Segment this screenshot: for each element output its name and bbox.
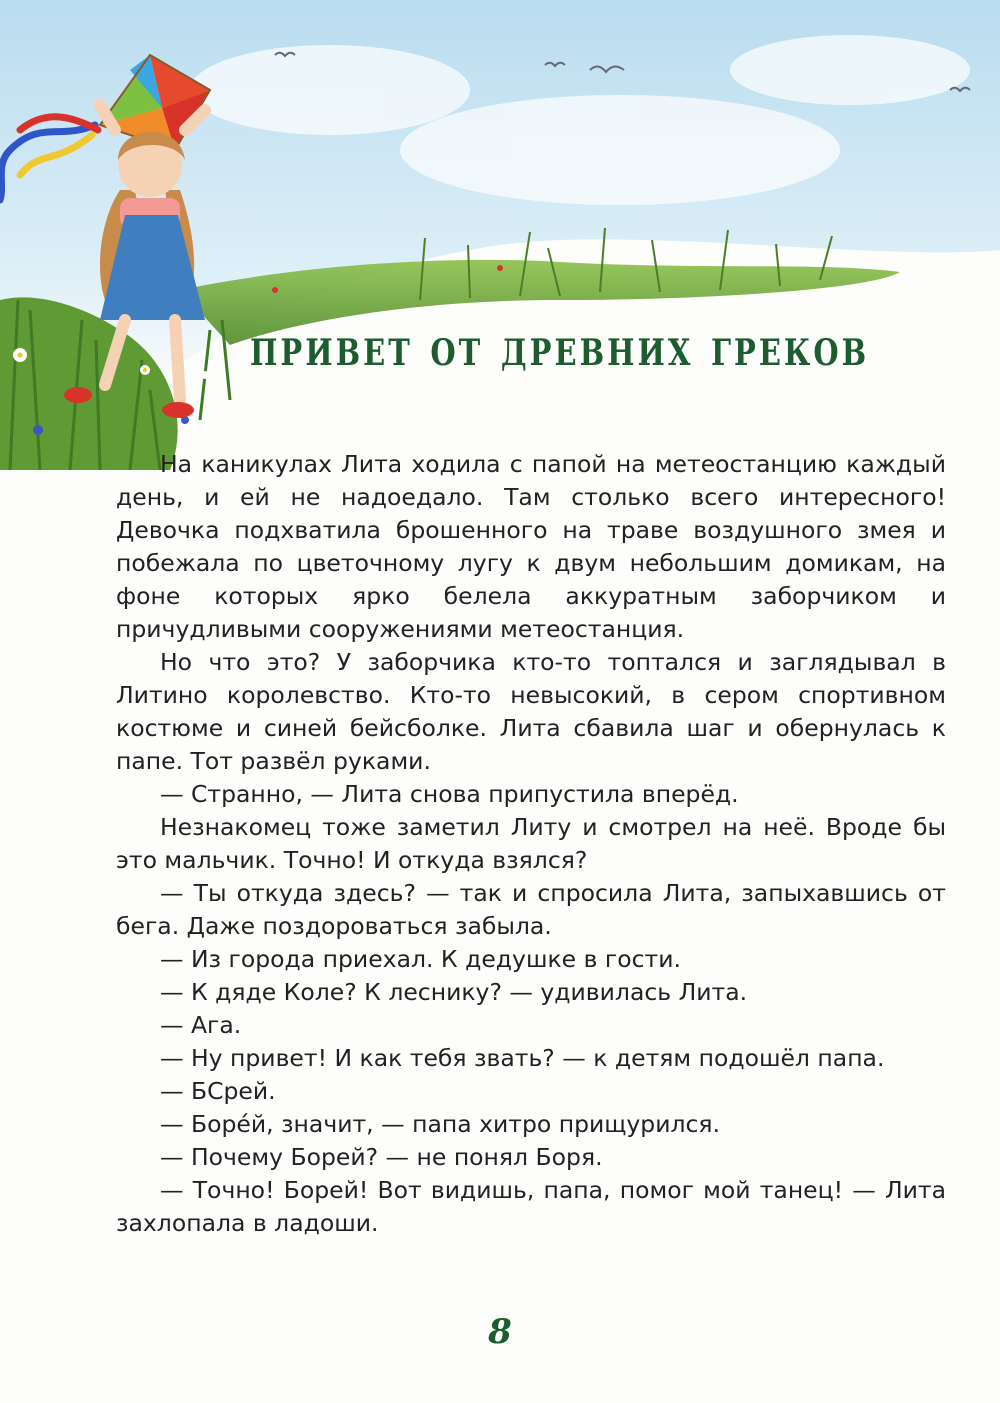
paragraph: — Боре́й, значит, — папа хитро прищурился.	[160, 1110, 721, 1138]
paragraph: — Странно, — Лита снова припустила вперёд.	[160, 780, 739, 808]
paragraph: — Ну привет! И как тебя звать? — к детям подошёл папа.	[160, 1044, 885, 1072]
paragraph: — К дяде Коле? К леснику? — удивилась Лита.	[160, 978, 748, 1006]
paragraph: — Ты откуда здесь? — так и спросила Лита, запыхавшись от бега. Даже поздороваться забыла.	[116, 879, 946, 940]
paragraph: Незнакомец тоже заметил Литу и смотрел на неё. Вроде бы это мальчик. Точно! И откуда взялся?	[116, 813, 946, 874]
chapter-title: привет от древних греков	[250, 316, 870, 378]
paragraph: — Ага.	[160, 1011, 242, 1039]
paragraph: На каникулах Лита ходила с папой на метеостанцию каждый день, и ей не надоедало. Там столько всего интересного! Девочка подхватила брошенного на траве воздушного змея и побежала по цветочному лугу к двум небольшим домикам, на фоне которых ярко белела аккуратным заборчиком и причудливыми сооружениями метеостанция.	[116, 450, 946, 643]
paragraph: — Почему Борей? — не понял Боря.	[160, 1143, 603, 1171]
paragraph: — БСрей.	[160, 1077, 276, 1105]
kite-girl-meadow-illustration	[0, 0, 1000, 470]
paragraph: — Из города приехал. К дедушке в гости.	[160, 945, 681, 973]
page-number: 8	[488, 1312, 512, 1352]
paragraph: — Точно! Борей! Вот видишь, папа, помог мой танец! — Лита захлопала в ладоши.	[116, 1176, 946, 1237]
story-text	[116, 448, 946, 1240]
paragraph: Но что это? У заборчика кто-то топтался и заглядывал в Литино королевство. Кто-то невысокий, в сером спортивном костюме и синей бейсболке. Лита сбавила шаг и обернулась к папе. Тот развёл руками.	[116, 648, 946, 775]
